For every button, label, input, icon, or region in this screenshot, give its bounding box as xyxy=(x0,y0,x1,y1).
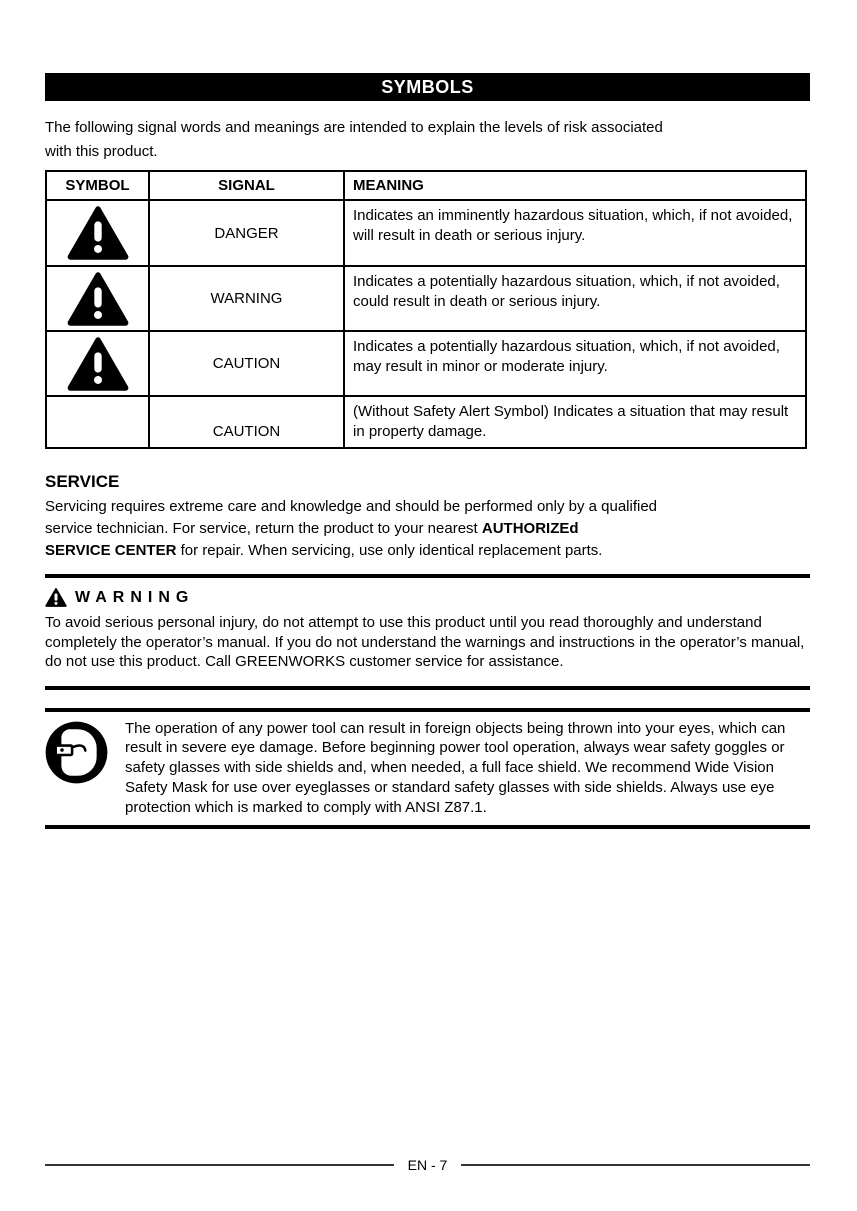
safety-alert-icon xyxy=(67,272,129,326)
horizontal-rule xyxy=(45,825,810,829)
table-row xyxy=(46,200,806,266)
safety-alert-icon xyxy=(67,337,129,391)
table-row xyxy=(46,396,806,448)
horizontal-rule xyxy=(45,686,810,690)
service-text-bold: SERVICE CENTER xyxy=(45,542,177,559)
symbol-cell xyxy=(46,200,149,266)
footer-rule-right xyxy=(461,1164,810,1166)
page-number: EN - 7 xyxy=(407,1157,448,1173)
table-row xyxy=(46,266,806,331)
warning-header xyxy=(45,588,810,607)
intro-line: with this product. xyxy=(45,143,158,160)
service-line xyxy=(45,540,810,562)
symbols-table xyxy=(45,170,807,449)
service-line: Servicing requires extreme care and knowledge and should be performed only by a qualified xyxy=(45,498,658,515)
column-header-symbol: SYMBOL xyxy=(46,171,149,200)
table-header-row xyxy=(46,171,806,200)
service-paragraph xyxy=(45,496,810,562)
meaning-text: (Without Safety Alert Symbol) Indicates a situation that may result in property damage. xyxy=(344,396,806,448)
safety-alert-icon xyxy=(45,588,67,607)
signal-label: CAUTION xyxy=(149,331,344,396)
page-footer xyxy=(45,1157,810,1173)
signal-label: WARNING xyxy=(149,266,344,331)
eye-protection-section xyxy=(45,719,810,819)
column-header-meaning: MEANING xyxy=(344,171,806,200)
symbol-cell xyxy=(46,331,149,396)
service-heading: SERVICE xyxy=(45,472,120,491)
table-row xyxy=(46,331,806,396)
symbol-cell-empty xyxy=(46,396,149,448)
service-line xyxy=(45,518,810,540)
eye-protection-icon xyxy=(45,721,108,784)
signal-label: DANGER xyxy=(149,200,344,266)
service-text-bold: AUTHORIZEd xyxy=(481,520,579,537)
meaning-text: Indicates a potentially hazardous situation, which, if not avoided, may result in minor or moderate injury. xyxy=(344,331,806,396)
symbol-cell xyxy=(46,266,149,331)
meaning-text: Indicates an imminently hazardous situation, which, if not avoided, will result in death or serious injury. xyxy=(344,200,806,266)
eye-protection-paragraph: The operation of any power tool can result in foreign objects being thrown into your eyes, which can result in severe eye damage. Before beginning power tool operation, always wear safety goggles or safety glasses with side shields and, when needed, a full face shield. We recommend Wide Vision Safety Mask for use over eyeglasses or standard safety glasses with side shields. Always use eye protection which is marked to comply with ANSI Z87.1. xyxy=(125,719,786,816)
column-header-signal: SIGNAL xyxy=(149,171,344,200)
intro-paragraph xyxy=(45,116,810,164)
meaning-text: Indicates a potentially hazardous situation, which, if not avoided, could result in death or serious injury. xyxy=(344,266,806,331)
page-title: SYMBOLS xyxy=(381,76,474,97)
signal-label: CAUTION xyxy=(149,396,344,448)
footer-rule-left xyxy=(45,1164,394,1166)
intro-line: The following signal words and meanings are intended to explain the levels of risk associated xyxy=(45,119,663,136)
service-text-normal: service technician. For service, return the product to your nearest xyxy=(45,520,482,537)
horizontal-rule xyxy=(45,574,810,578)
service-text-normal: for repair. When servicing, use only identical replacement parts. xyxy=(176,542,603,559)
horizontal-rule xyxy=(45,708,810,712)
warning-paragraph: To avoid serious personal injury, do not attempt to use this product until you read thoroughly and understand completely the operator’s manual. If you do not understand the warnings and instructions in the operator’s manual, do not use this product. Call GREENWORKS customer service for assistance. xyxy=(45,614,805,670)
safety-alert-icon xyxy=(67,206,129,260)
section-title-bar xyxy=(45,73,810,101)
warning-label: WARNING xyxy=(75,588,195,606)
page-content xyxy=(45,0,810,829)
